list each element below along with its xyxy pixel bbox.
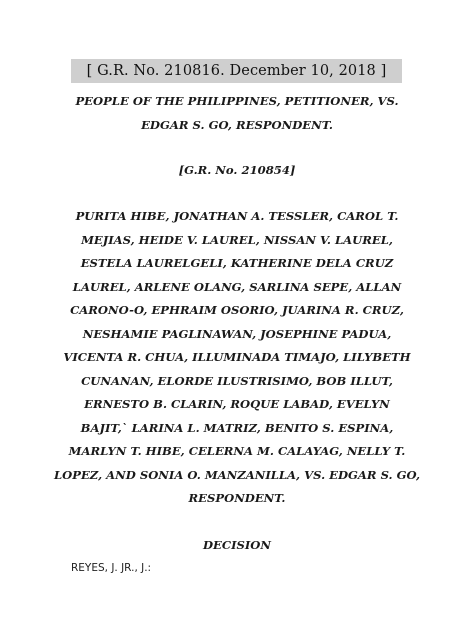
petitioners-line: CARONO-O, EPHRAIM OSORIO, JUARINA R. CRUZ,	[70, 303, 404, 317]
decision-heading: DECISION	[202, 538, 272, 552]
petitioners-line: LAUREL, ARLENE OLANG, SARLINA SEPE, ALLAN	[72, 280, 402, 294]
petitioners-line: NESHAMIE PAGLINAWAN, JOSEPHINE PADUA,	[82, 327, 392, 341]
case-number-text: [ G.R. No. 210816. December 10, 2018 ]	[86, 63, 387, 79]
petitioners-line: VICENTA R. CHUA, ILLUMINADA TIMAJO, LILYBETH	[63, 350, 411, 364]
petitioners-line: RESPONDENT.	[188, 491, 286, 505]
petitioners-line: MARLYN T. HIBE, CELERNA M. CALAYAG, NELLY T.	[68, 444, 406, 458]
petitioners-line: ERNESTO B. CLARIN, ROQUE LABAD, EVELYN	[84, 397, 390, 411]
ponente-line: REYES, J. JR., J.:	[71, 562, 152, 574]
petitioners-line: PURITA HIBE, JONATHAN A. TESSLER, CAROL T.	[75, 209, 399, 223]
petitioners-line: ESTELA LAURELGELI, KATHERINE DELA CRUZ	[80, 256, 394, 270]
case-number-header	[71, 59, 402, 83]
consolidated-case-number: [G.R. No. 210854]	[178, 163, 296, 177]
petitioners-line: LOPEZ, AND SONIA O. MANZANILLA, VS. EDGAR S. GO,	[54, 468, 420, 482]
petitioners-line: MEJIAS, HEIDE V. LAUREL, NISSAN V. LAUREL,	[81, 233, 393, 247]
parties-line: EDGAR S. GO, RESPONDENT.	[141, 118, 333, 132]
petitioners-line: BAJIT,` LARINA L. MATRIZ, BENITO S. ESPINA,	[80, 421, 394, 435]
petitioners-line: CUNANAN, ELORDE ILUSTRISIMO, BOB ILLUT,	[81, 374, 393, 388]
parties-line: PEOPLE OF THE PHILIPPINES, PETITIONER, VS.	[75, 94, 399, 108]
